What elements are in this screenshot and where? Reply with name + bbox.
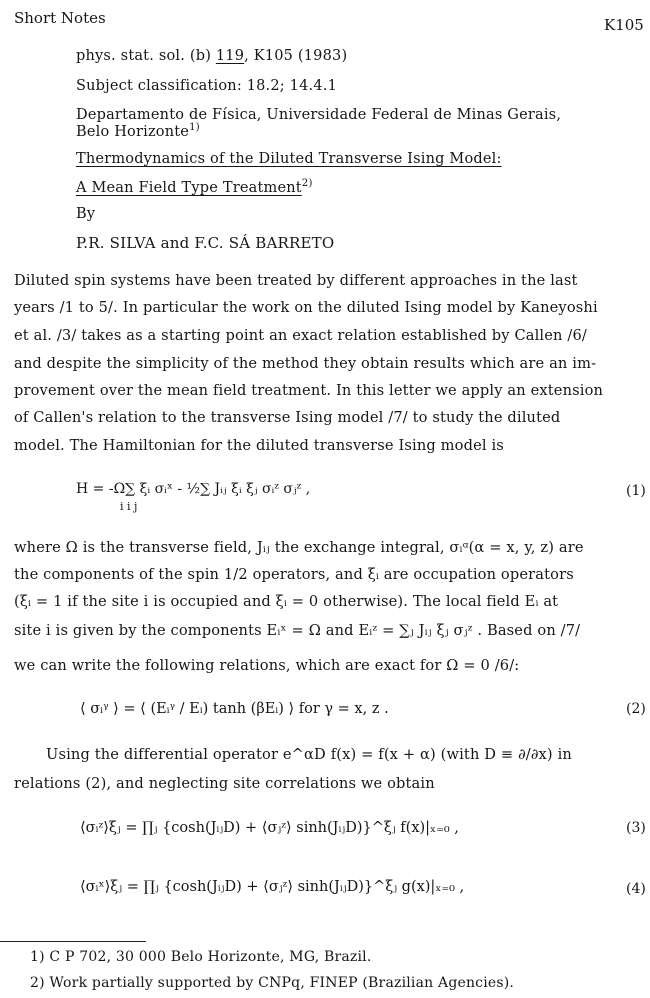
paragraph2-line: (ξᵢ = 1 if the site i is occupied and ξᵢ = 0 otherwise). The local field Eᵢ at bbox=[14, 593, 559, 610]
equation-4: ⟨σᵢˣ⟩ξⱼ = ∏ⱼ {cosh(JᵢⱼD) + ⟨σⱼᶻ⟩ sinh(JᵢⱼD)}^ξⱼ g(x)|ₓ₌₀ , bbox=[80, 879, 465, 895]
paragraph2-line: we can write the following relations, which are exact for Ω = 0 /6/: bbox=[14, 657, 520, 674]
affiliation-footnote-mark: 1) bbox=[189, 122, 200, 133]
footnote-rule bbox=[0, 941, 146, 942]
paragraph1-line: of Callen's relation to the transverse Ising model /7/ to study the diluted bbox=[14, 409, 561, 426]
equation-2: ⟨ σᵢᵞ ⟩ = ⟨ (Eᵢᵞ / Eᵢ) tanh (βEᵢ) ⟩ for γ = x, z . bbox=[80, 701, 389, 717]
journal-suffix: , K105 (1983) bbox=[244, 48, 348, 64]
title-line1: Thermodynamics of the Diluted Transverse Ising Model: bbox=[76, 151, 502, 167]
title-footnote-mark: 2) bbox=[301, 178, 313, 189]
title-line2-text: A Mean Field Type Treatment bbox=[76, 179, 302, 196]
paragraph3-line: relations (2), and neglecting site correlations we obtain bbox=[14, 775, 435, 792]
paragraph1-line: et al. /3/ takes as a starting point an exact relation established by Callen /6/ bbox=[14, 327, 587, 344]
title-line2 bbox=[76, 178, 313, 196]
paragraph1-line: model. The Hamiltonian for the diluted transverse Ising model is bbox=[14, 437, 504, 454]
equation-3: ⟨σᵢᶻ⟩ξⱼ = ∏ⱼ {cosh(JᵢⱼD) + ⟨σⱼᶻ⟩ sinh(JᵢⱼD)}^ξⱼ f(x)|ₓ₌₀ , bbox=[80, 820, 459, 836]
section-header: Short Notes bbox=[14, 9, 106, 27]
authors: P.R. SILVA and F.C. SÁ BARRETO bbox=[76, 234, 335, 252]
equation-3-number: (3) bbox=[626, 820, 646, 836]
equation-1-number: (1) bbox=[626, 483, 646, 499]
paragraph2-line: the components of the spin 1/2 operators, and ξᵢ are occupation operators bbox=[14, 566, 574, 583]
paragraph1-line: years /1 to 5/. In particular the work on the diluted Ising model by Kaneyoshi bbox=[14, 299, 598, 316]
paragraph2-line: site i is given by the components Eᵢˣ = Ω and Eᵢᶻ = ∑ⱼ Jᵢⱼ ξⱼ σⱼᶻ . Based on /7/ bbox=[14, 622, 581, 639]
paragraph1-line: provement over the mean field treatment. In this letter we apply an extension bbox=[14, 382, 604, 399]
page-id: K105 bbox=[604, 16, 644, 34]
equation-4-number: (4) bbox=[626, 881, 646, 897]
paragraph1-line: and despite the simplicity of the method they obtain results which are an im- bbox=[14, 355, 597, 372]
affiliation-city: Belo Horizonte bbox=[76, 123, 190, 140]
paragraph3-line: Using the differential operator e^αD f(x) = f(x + α) (with D ≡ ∂/∂x) in bbox=[46, 746, 572, 763]
equation-2-number: (2) bbox=[626, 701, 646, 717]
journal-prefix: phys. stat. sol. (b) bbox=[76, 48, 216, 64]
paragraph2-line: where Ω is the transverse field, Jᵢⱼ the exchange integral, σᵢᵅ(α = x, y, z) are bbox=[14, 539, 584, 556]
equation-1-subscripts: i i j bbox=[120, 500, 138, 513]
footnote-1: 1) C P 702, 30 000 Belo Horizonte, MG, Brazil. bbox=[30, 949, 372, 965]
by-label: By bbox=[76, 206, 96, 222]
journal-citation bbox=[76, 48, 347, 64]
affiliation-line1: Departamento de Física, Universidade Federal de Minas Gerais, bbox=[76, 107, 562, 123]
affiliation-line2 bbox=[76, 122, 200, 140]
equation-1: H = -Ω∑ ξᵢ σᵢˣ - ½∑ Jᵢⱼ ξᵢ ξⱼ σᵢᶻ σⱼᶻ , bbox=[76, 481, 311, 497]
footnote-2: 2) Work partially supported by CNPq, FINEP (Brazilian Agencies). bbox=[30, 975, 515, 991]
paragraph1-line: Diluted spin systems have been treated by different approaches in the last bbox=[14, 272, 578, 289]
subject-classification: Subject classification: 18.2; 14.4.1 bbox=[76, 78, 338, 94]
journal-volume: 119 bbox=[215, 48, 245, 64]
